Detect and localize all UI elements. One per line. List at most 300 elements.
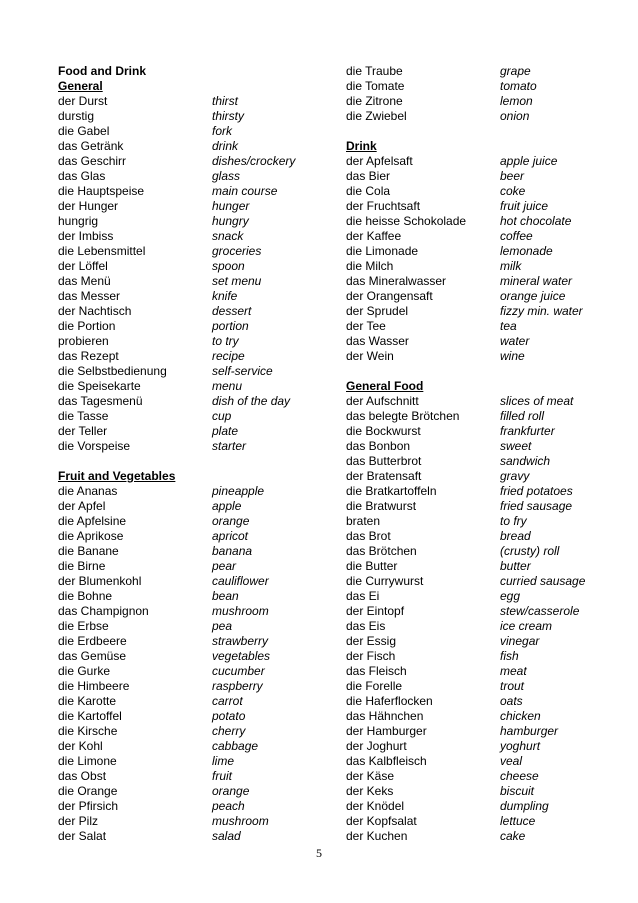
german-term: der Salat xyxy=(58,829,107,843)
document-title xyxy=(58,64,295,79)
vocab-entry xyxy=(346,514,585,529)
english-translation: cherry xyxy=(212,724,246,738)
english-translation: salad xyxy=(212,829,241,843)
vocab-entry xyxy=(346,604,585,619)
german-term: der Apfelsaft xyxy=(346,154,413,168)
vocab-entry xyxy=(58,664,295,679)
english-translation: tea xyxy=(500,319,517,333)
english-translation: egg xyxy=(500,589,521,603)
vocab-entry xyxy=(58,169,295,184)
german-term: die Speisekarte xyxy=(58,379,141,393)
english-translation: veal xyxy=(500,754,523,768)
german-term: der Wein xyxy=(346,349,394,363)
english-translation: mushroom xyxy=(212,814,269,828)
title-text: Food and Drink xyxy=(58,64,146,78)
english-translation: beer xyxy=(500,169,525,183)
german-term: das Geschirr xyxy=(58,154,127,168)
german-term: die Zwiebel xyxy=(346,109,407,123)
vocab-entry xyxy=(346,79,585,94)
german-term: die Gurke xyxy=(58,664,111,678)
english-translation: yoghurt xyxy=(500,739,541,753)
vocab-entry xyxy=(58,289,295,304)
english-translation: cake xyxy=(500,829,526,843)
german-term: der Pfirsich xyxy=(58,799,119,813)
german-term: die Apfelsine xyxy=(58,514,127,528)
english-translation: grape xyxy=(500,64,531,78)
vocab-entry xyxy=(346,619,585,634)
english-translation: to try xyxy=(212,334,239,348)
english-translation: milk xyxy=(500,259,522,273)
section-heading-text: Drink xyxy=(346,139,377,153)
english-translation: thirsty xyxy=(212,109,245,123)
german-term: die Currywurst xyxy=(346,574,424,588)
vocab-entry xyxy=(346,154,585,169)
vocab-entry xyxy=(58,364,295,379)
vocab-entry xyxy=(58,499,295,514)
vocab-entry xyxy=(346,814,585,829)
german-term: die Traube xyxy=(346,64,403,78)
german-term: der Imbiss xyxy=(58,229,114,243)
german-term: die heisse Schokolade xyxy=(346,214,467,228)
german-term: das Champignon xyxy=(58,604,149,618)
german-term: die Himbeere xyxy=(58,679,130,693)
english-translation: thirst xyxy=(212,94,239,108)
vocab-entry xyxy=(58,304,295,319)
english-translation: apple juice xyxy=(500,154,558,168)
german-term: das Ei xyxy=(346,589,380,603)
german-term: das Bonbon xyxy=(346,439,411,453)
vocab-entry xyxy=(58,814,295,829)
german-term: die Kartoffel xyxy=(58,709,122,723)
german-term: das Menü xyxy=(58,274,111,288)
english-translation: main course xyxy=(212,184,278,198)
vocab-entry xyxy=(346,574,585,589)
german-term: die Hauptspeise xyxy=(58,184,145,198)
english-translation: orange juice xyxy=(500,289,566,303)
vocab-entry xyxy=(346,829,585,844)
english-translation: water xyxy=(500,334,530,348)
english-translation: recipe xyxy=(212,349,245,363)
english-translation: starter xyxy=(212,439,247,453)
english-translation: slices of meat xyxy=(500,394,574,408)
english-translation: chicken xyxy=(500,709,541,723)
german-term: das Wasser xyxy=(346,334,409,348)
vocab-entry xyxy=(346,184,585,199)
german-term: der Aufschnitt xyxy=(346,394,419,408)
english-translation: mushroom xyxy=(212,604,269,618)
vocab-entry xyxy=(58,379,295,394)
vocab-entry xyxy=(346,724,585,739)
right-column xyxy=(346,64,585,844)
vocab-entry xyxy=(58,424,295,439)
english-translation: pear xyxy=(212,559,237,573)
vocab-entry xyxy=(58,799,295,814)
english-translation: fish xyxy=(500,649,519,663)
vocab-entry xyxy=(346,664,585,679)
german-term: der Kopfsalat xyxy=(346,814,417,828)
english-translation: ice cream xyxy=(500,619,553,633)
german-term: der Hunger xyxy=(58,199,119,213)
german-term: die Tomate xyxy=(346,79,405,93)
vocab-entry xyxy=(58,769,295,784)
english-translation: fried potatoes xyxy=(500,484,573,498)
english-translation: menu xyxy=(212,379,243,393)
section-heading xyxy=(346,379,585,394)
vocab-entry xyxy=(346,694,585,709)
english-translation: fork xyxy=(212,124,233,138)
german-term: das Bier xyxy=(346,169,391,183)
german-term: das Getränk xyxy=(58,139,124,153)
german-term: der Apfel xyxy=(58,499,106,513)
german-term: der Sprudel xyxy=(346,304,409,318)
english-translation: snack xyxy=(212,229,244,243)
vocab-entry xyxy=(58,244,295,259)
english-translation: pineapple xyxy=(212,484,265,498)
vocab-entry xyxy=(346,349,585,364)
english-translation: dishes/crockery xyxy=(212,154,296,168)
vocab-entry xyxy=(346,649,585,664)
german-term: der Joghurt xyxy=(346,739,407,753)
vocab-entry xyxy=(346,424,585,439)
german-term: der Eintopf xyxy=(346,604,405,618)
german-term: die Vorspeise xyxy=(58,439,131,453)
vocab-entry xyxy=(346,739,585,754)
german-term: das Obst xyxy=(58,769,107,783)
english-translation: glass xyxy=(212,169,241,183)
english-translation: banana xyxy=(212,544,253,558)
section-heading xyxy=(58,469,295,484)
english-translation: filled roll xyxy=(500,409,545,423)
german-term: die Kirsche xyxy=(58,724,118,738)
vocab-entry xyxy=(58,619,295,634)
vocab-entry xyxy=(58,574,295,589)
vocab-entry xyxy=(346,499,585,514)
german-term: der Fruchtsaft xyxy=(346,199,421,213)
vocab-entry xyxy=(346,109,585,124)
german-term: der Blumenkohl xyxy=(58,574,142,588)
german-term: braten xyxy=(346,514,381,528)
vocab-entry xyxy=(58,529,295,544)
vocab-entry xyxy=(58,589,295,604)
vocab-entry xyxy=(58,109,295,124)
german-term: der Bratensaft xyxy=(346,469,422,483)
english-translation: cabbage xyxy=(212,739,259,753)
german-term: die Birne xyxy=(58,559,106,573)
vocab-entry xyxy=(58,94,295,109)
section-heading-text: General Food xyxy=(346,379,424,393)
english-translation: hamburger xyxy=(500,724,559,738)
section-heading-text: General xyxy=(58,79,103,93)
spacer xyxy=(346,124,585,139)
vocab-entry xyxy=(346,469,585,484)
german-term: die Limonade xyxy=(346,244,419,258)
vocab-entry xyxy=(58,784,295,799)
german-term: der Nachtisch xyxy=(58,304,132,318)
vocab-entry xyxy=(58,259,295,274)
vocab-entry xyxy=(58,724,295,739)
english-translation: curried sausage xyxy=(500,574,586,588)
vocab-entry xyxy=(346,289,585,304)
vocab-entry xyxy=(58,709,295,724)
english-translation: stew/casserole xyxy=(500,604,580,618)
german-term: die Zitrone xyxy=(346,94,403,108)
english-translation: hunger xyxy=(212,199,250,213)
english-translation: hot chocolate xyxy=(500,214,572,228)
vocab-entry xyxy=(346,529,585,544)
vocab-entry xyxy=(346,544,585,559)
vocab-entry xyxy=(58,394,295,409)
vocab-entry xyxy=(346,199,585,214)
english-translation: hungry xyxy=(212,214,249,228)
vocab-entry xyxy=(58,124,295,139)
german-term: die Forelle xyxy=(346,679,403,693)
english-translation: fruit xyxy=(212,769,233,783)
vocab-entry xyxy=(346,484,585,499)
german-term: die Bockwurst xyxy=(346,424,421,438)
english-translation: cup xyxy=(212,409,232,423)
german-term: das Eis xyxy=(346,619,386,633)
english-translation: onion xyxy=(500,109,530,123)
german-term: die Gabel xyxy=(58,124,110,138)
german-term: die Selbstbedienung xyxy=(58,364,167,378)
german-term: der Orangensaft xyxy=(346,289,433,303)
vocab-entry xyxy=(346,214,585,229)
section-heading-text: Fruit and Vegetables xyxy=(58,469,176,483)
english-translation: biscuit xyxy=(500,784,535,798)
english-translation: bean xyxy=(212,589,239,603)
german-term: die Aprikose xyxy=(58,529,124,543)
english-translation: lettuce xyxy=(500,814,536,828)
german-term: der Löffel xyxy=(58,259,108,273)
vocab-entry xyxy=(58,829,295,844)
english-translation: plate xyxy=(212,424,239,438)
vocab-entry xyxy=(58,199,295,214)
german-term: probieren xyxy=(58,334,109,348)
english-translation: cheese xyxy=(500,769,539,783)
german-term: der Hamburger xyxy=(346,724,427,738)
german-term: der Fisch xyxy=(346,649,396,663)
vocab-entry xyxy=(58,229,295,244)
german-term: die Bratkartoffeln xyxy=(346,484,437,498)
english-translation: coke xyxy=(500,184,526,198)
vocab-entry xyxy=(346,679,585,694)
german-term: das Butterbrot xyxy=(346,454,422,468)
english-translation: oats xyxy=(500,694,523,708)
german-term: die Karotte xyxy=(58,694,117,708)
english-translation: apple xyxy=(212,499,242,513)
english-translation: lemon xyxy=(500,94,533,108)
vocab-entry xyxy=(346,64,585,79)
german-term: der Pilz xyxy=(58,814,99,828)
english-translation: frankfurter xyxy=(500,424,555,438)
vocab-entry xyxy=(58,409,295,424)
spacer xyxy=(58,454,295,469)
german-term: das Messer xyxy=(58,289,121,303)
german-term: das Rezept xyxy=(58,349,119,363)
vocab-entry xyxy=(346,799,585,814)
vocab-entry xyxy=(346,259,585,274)
vocab-entry xyxy=(58,274,295,289)
english-translation: fried sausage xyxy=(500,499,573,513)
english-translation: self-service xyxy=(212,364,273,378)
vocab-entry xyxy=(346,754,585,769)
page-number: 5 xyxy=(316,846,322,860)
vocab-entry xyxy=(58,739,295,754)
english-translation: pea xyxy=(212,619,233,633)
spacer xyxy=(346,364,585,379)
german-term: die Limone xyxy=(58,754,117,768)
german-term: der Durst xyxy=(58,94,108,108)
german-term: durstig xyxy=(58,109,95,123)
german-term: das Brot xyxy=(346,529,391,543)
vocab-entry xyxy=(58,754,295,769)
german-term: der Teller xyxy=(58,424,108,438)
vocab-entry xyxy=(346,229,585,244)
english-translation: cauliflower xyxy=(212,574,269,588)
vocab-entry xyxy=(58,484,295,499)
vocab-entry xyxy=(346,274,585,289)
vocab-entry xyxy=(58,139,295,154)
english-translation: raspberry xyxy=(212,679,263,693)
english-translation: coffee xyxy=(500,229,533,243)
german-term: die Bratwurst xyxy=(346,499,417,513)
english-translation: dish of the day xyxy=(212,394,291,408)
english-translation: cucumber xyxy=(212,664,265,678)
vocab-entry xyxy=(346,709,585,724)
german-term: die Erdbeere xyxy=(58,634,127,648)
english-translation: dessert xyxy=(212,304,252,318)
english-translation: apricot xyxy=(212,529,249,543)
english-translation: sandwich xyxy=(500,454,551,468)
english-translation: bread xyxy=(500,529,531,543)
vocab-entry xyxy=(58,319,295,334)
vocab-entry xyxy=(346,769,585,784)
english-translation: dumpling xyxy=(500,799,549,813)
german-term: die Haferflocken xyxy=(346,694,433,708)
english-translation: spoon xyxy=(212,259,245,273)
german-term: das Glas xyxy=(58,169,106,183)
vocab-entry xyxy=(346,94,585,109)
vocab-entry xyxy=(58,214,295,229)
german-term: der Tee xyxy=(346,319,386,333)
vocab-entry xyxy=(58,649,295,664)
german-term: das Gemüse xyxy=(58,649,127,663)
german-term: der Knödel xyxy=(346,799,405,813)
vocab-entry xyxy=(58,334,295,349)
german-term: die Banane xyxy=(58,544,119,558)
german-term: die Milch xyxy=(346,259,394,273)
english-translation: (crusty) roll xyxy=(500,544,560,558)
german-term: der Käse xyxy=(346,769,395,783)
english-translation: sweet xyxy=(500,439,532,453)
english-translation: orange xyxy=(212,514,250,528)
english-translation: groceries xyxy=(212,244,262,258)
vocab-entry xyxy=(346,319,585,334)
english-translation: trout xyxy=(500,679,525,693)
vocab-entry xyxy=(58,544,295,559)
german-term: das Hähnchen xyxy=(346,709,424,723)
german-term: die Bohne xyxy=(58,589,113,603)
english-translation: orange xyxy=(212,784,250,798)
vocab-entry xyxy=(346,394,585,409)
vocab-entry xyxy=(346,634,585,649)
vocab-entry xyxy=(346,559,585,574)
vocab-entry xyxy=(346,244,585,259)
vocab-entry xyxy=(346,334,585,349)
german-term: das Tagesmenü xyxy=(58,394,143,408)
section-heading xyxy=(346,139,585,154)
vocab-entry xyxy=(346,439,585,454)
german-term: die Cola xyxy=(346,184,391,198)
english-translation: tomato xyxy=(500,79,537,93)
vocab-entry xyxy=(58,349,295,364)
german-term: der Kuchen xyxy=(346,829,408,843)
english-translation: carrot xyxy=(212,694,243,708)
german-term: das Kalbfleisch xyxy=(346,754,427,768)
german-term: die Erbse xyxy=(58,619,109,633)
english-translation: butter xyxy=(500,559,531,573)
vocab-entry xyxy=(58,634,295,649)
english-translation: vinegar xyxy=(500,634,540,648)
left-column xyxy=(58,64,295,844)
english-translation: wine xyxy=(500,349,525,363)
vocab-entry xyxy=(58,514,295,529)
german-term: die Orange xyxy=(58,784,118,798)
vocab-entry xyxy=(58,694,295,709)
english-translation: fruit juice xyxy=(500,199,549,213)
english-translation: potato xyxy=(212,709,246,723)
german-term: der Keks xyxy=(346,784,394,798)
english-translation: meat xyxy=(500,664,527,678)
vocab-entry xyxy=(346,784,585,799)
english-translation: drink xyxy=(212,139,239,153)
german-term: die Lebensmittel xyxy=(58,244,146,258)
english-translation: portion xyxy=(212,319,249,333)
vocab-entry xyxy=(346,169,585,184)
vocab-entry xyxy=(346,409,585,424)
english-translation: set menu xyxy=(212,274,262,288)
vocab-entry xyxy=(58,184,295,199)
vocab-entry xyxy=(58,679,295,694)
german-term: das Fleisch xyxy=(346,664,407,678)
german-term: die Ananas xyxy=(58,484,118,498)
vocab-entry xyxy=(58,154,295,169)
german-term: das Mineralwasser xyxy=(346,274,447,288)
german-term: die Portion xyxy=(58,319,116,333)
english-translation: strawberry xyxy=(212,634,269,648)
english-translation: gravy xyxy=(500,469,530,483)
english-translation: knife xyxy=(212,289,238,303)
german-term: hungrig xyxy=(58,214,99,228)
german-term: die Tasse xyxy=(58,409,109,423)
german-term: der Kohl xyxy=(58,739,103,753)
vocab-entry xyxy=(58,559,295,574)
german-term: der Kaffee xyxy=(346,229,402,243)
english-translation: mineral water xyxy=(500,274,573,288)
vocab-entry xyxy=(346,304,585,319)
english-translation: peach xyxy=(212,799,245,813)
vocab-entry xyxy=(346,589,585,604)
german-term: der Essig xyxy=(346,634,397,648)
vocab-entry xyxy=(58,604,295,619)
german-term: das belegte Brötchen xyxy=(346,409,460,423)
vocab-entry xyxy=(58,439,295,454)
english-translation: to fry xyxy=(500,514,527,528)
vocab-entry xyxy=(346,454,585,469)
german-term: das Brötchen xyxy=(346,544,417,558)
german-term: die Butter xyxy=(346,559,398,573)
english-translation: lime xyxy=(212,754,235,768)
